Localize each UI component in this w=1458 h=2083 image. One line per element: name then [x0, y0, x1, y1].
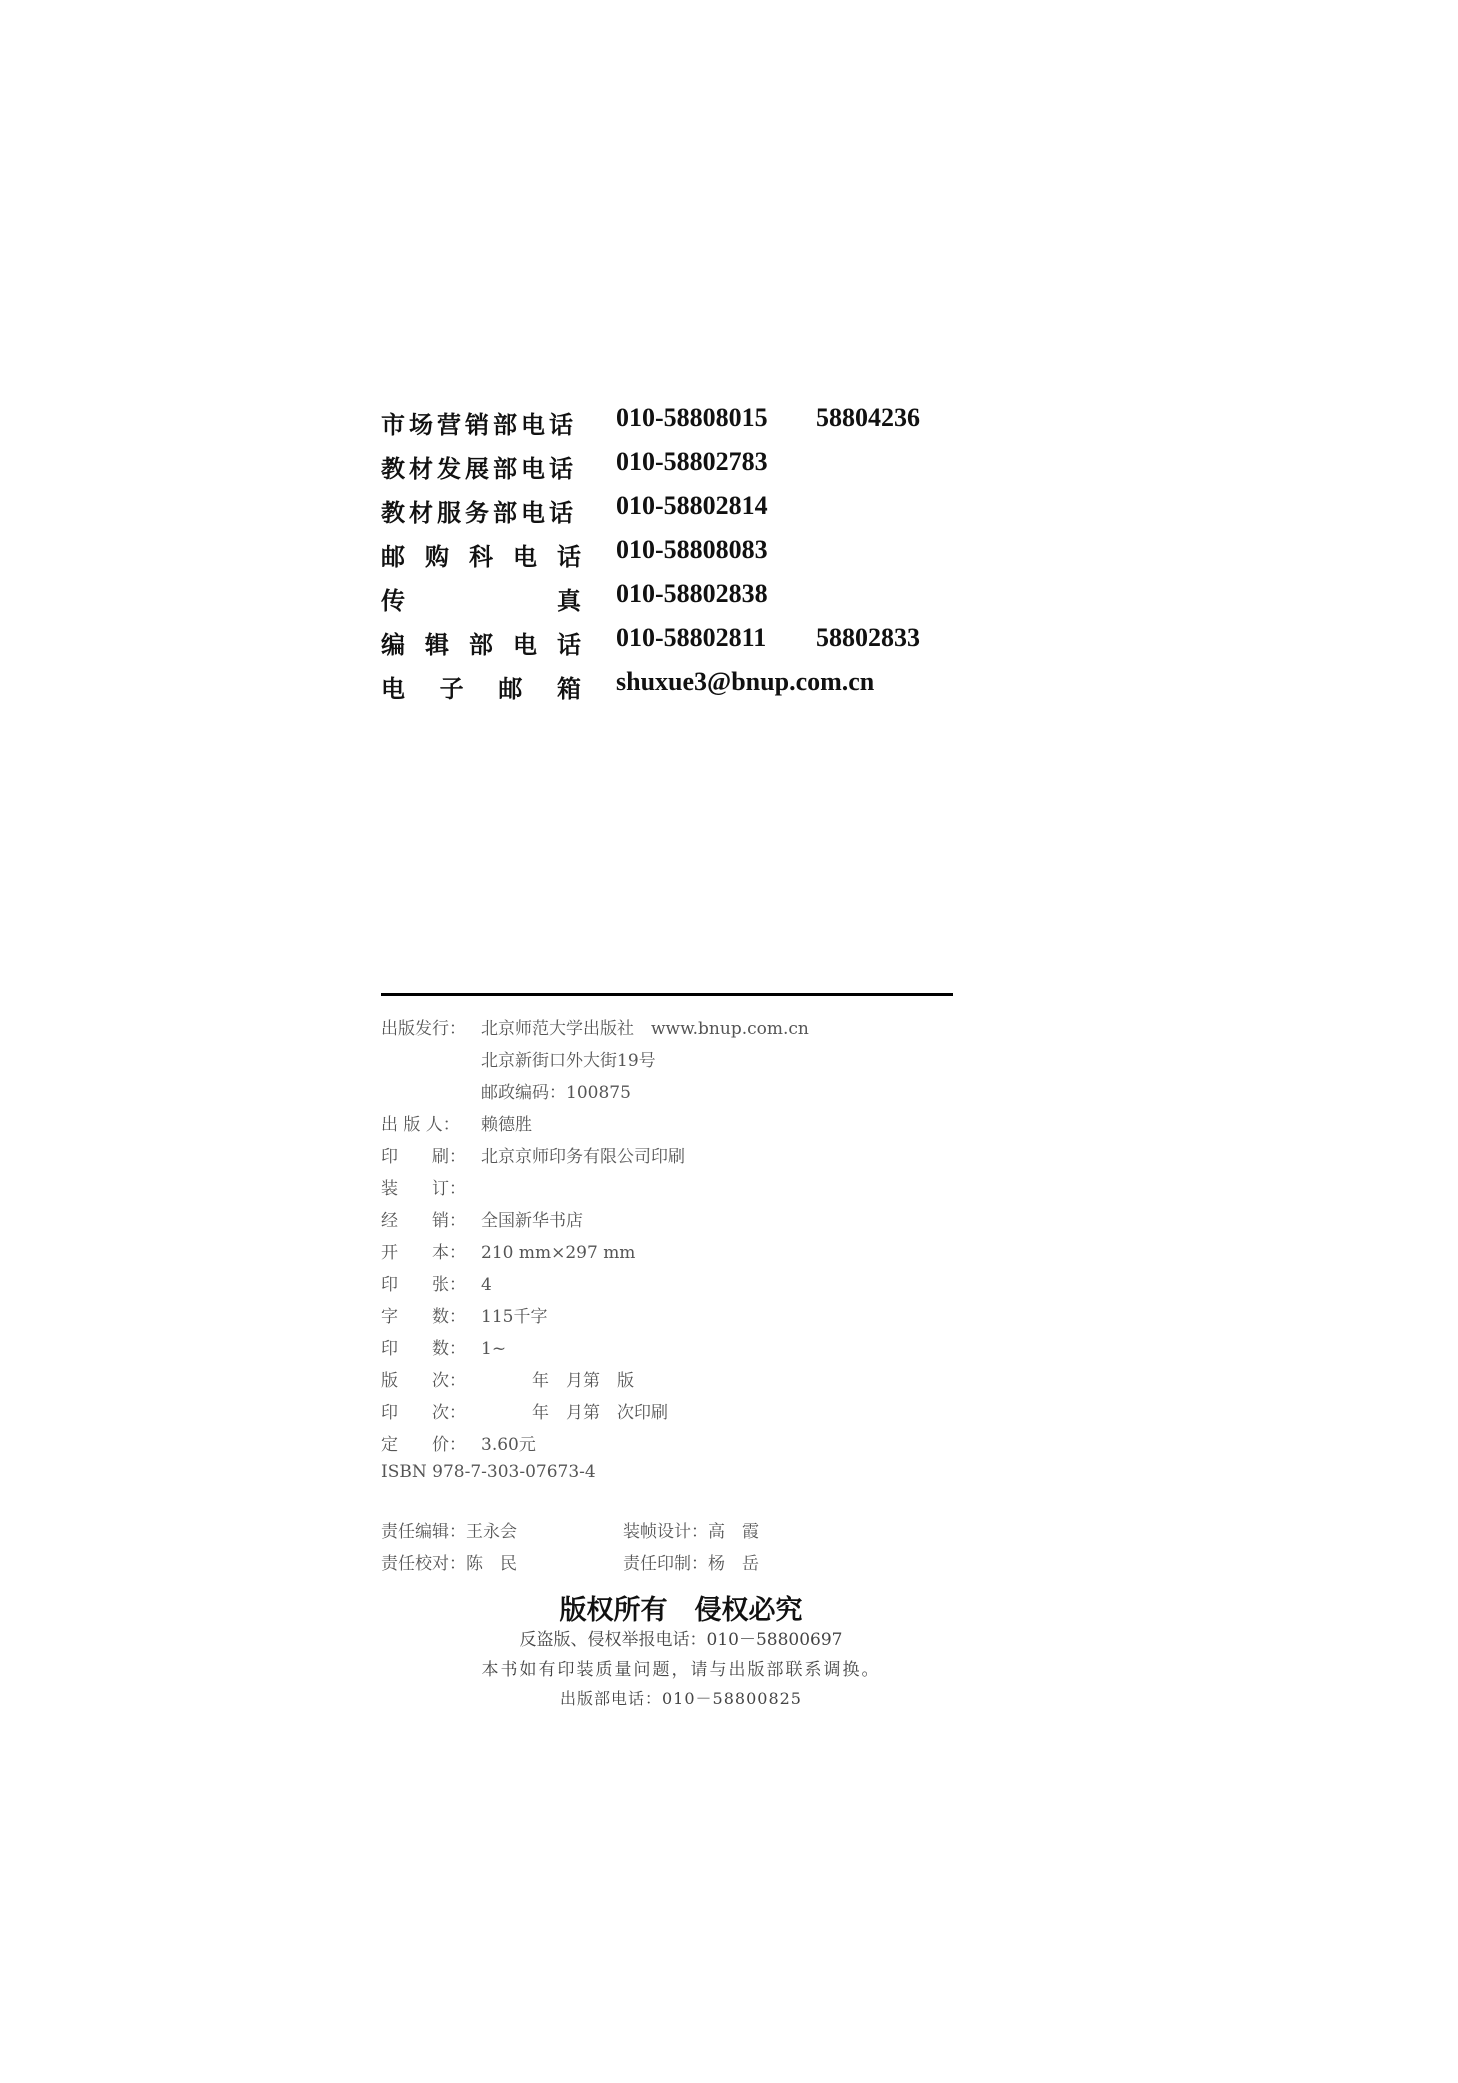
contact-value: 010-58802814	[616, 491, 768, 520]
colophon-label: 印 刷：	[381, 1147, 466, 1167]
contact-value: 010-58808015	[616, 403, 768, 432]
colophon-label: 经 销：	[381, 1211, 466, 1231]
colophon-row	[381, 1142, 685, 1167]
colophon-label: 印 张：	[381, 1275, 466, 1295]
contact-label-char: 子	[439, 675, 464, 703]
contact-value-2: 58804236	[816, 403, 920, 432]
contact-value: 010-58802838	[616, 579, 768, 608]
contact-label	[381, 537, 581, 572]
quality-notice: 本书如有印装质量问题，请与出版部联系调换。	[481, 1660, 881, 1680]
contact-label	[381, 493, 581, 528]
contact-label-char: 真	[557, 587, 581, 615]
colophon-value: 北京师范大学出版社 www.bnup.com.cn	[481, 1019, 809, 1039]
contact-value: 010-58808083	[616, 535, 768, 564]
contact-label-text: 市场营销部电话	[381, 411, 577, 439]
contact-value-2: 58802833	[816, 623, 920, 652]
colophon-label: 装 订：	[381, 1179, 466, 1199]
colophon-value: 1~	[481, 1339, 507, 1359]
contact-label-text: 教材发展部电话	[381, 455, 577, 483]
colophon-row	[381, 1462, 596, 1482]
credit-right: 责任印制：杨 岳	[623, 1554, 759, 1574]
contact-label	[381, 449, 581, 484]
colophon-value: 115千字	[481, 1307, 548, 1327]
colophon-value: 北京京师印务有限公司印刷	[481, 1147, 685, 1167]
contact-label-char: 编	[381, 631, 405, 659]
contact-label-char: 电	[513, 543, 537, 571]
contact-label-char: 购	[425, 543, 449, 571]
credit-left: 责任编辑：王永会	[381, 1522, 517, 1542]
colophon-row	[381, 1014, 809, 1039]
colophon-row	[381, 1366, 634, 1391]
colophon-value: 赖德胜	[481, 1115, 532, 1135]
colophon-row	[381, 1270, 492, 1295]
divider-rule	[381, 993, 953, 996]
contact-label-char: 电	[513, 631, 537, 659]
contact-label-char: 箱	[556, 675, 581, 703]
contact-label	[381, 405, 581, 440]
colophon-label: 开 本：	[381, 1243, 466, 1263]
contact-label-char: 话	[557, 543, 581, 571]
colophon-label: 出 版 人：	[381, 1115, 460, 1135]
colophon-row	[381, 1238, 635, 1263]
colophon-row	[381, 1174, 481, 1199]
colophon-value: 年 月第 次印刷	[481, 1403, 668, 1423]
contact-label	[381, 581, 581, 616]
contact-label-char: 邮	[498, 675, 523, 703]
contact-label-char: 传	[381, 587, 405, 615]
colophon-row	[381, 1334, 506, 1359]
colophon-row	[381, 1110, 532, 1135]
contact-label	[381, 625, 581, 660]
contact-label-text: 教材服务部电话	[381, 499, 577, 527]
credit-left: 责任校对：陈 民	[381, 1554, 517, 1574]
colophon-row	[381, 1430, 536, 1455]
contact-label-char: 辑	[425, 631, 449, 659]
anti-piracy-phone: 反盗版、侵权举报电话：010－58800697	[519, 1630, 843, 1650]
colophon-value: 邮政编码：100875	[481, 1083, 631, 1103]
contact-label-char: 部	[469, 631, 493, 659]
contact-label-char: 科	[469, 543, 493, 571]
colophon-row	[381, 1206, 583, 1231]
colophon-value: 4	[481, 1275, 492, 1295]
colophon-row	[381, 1078, 631, 1103]
colophon-value: 全国新华书店	[481, 1211, 583, 1231]
colophon-label: 出版发行：	[381, 1019, 466, 1039]
colophon-label: 字 数：	[381, 1307, 466, 1327]
contact-value: shuxue3@bnup.com.cn	[616, 667, 875, 696]
publishing-dept-phone: 出版部电话：010－58800825	[560, 1689, 802, 1708]
colophon-value: ISBN 978-7-303-07673-4	[381, 1462, 596, 1482]
colophon-label: 版 次：	[381, 1371, 466, 1391]
colophon-value: 3.60元	[481, 1435, 536, 1455]
contact-label-char: 话	[557, 631, 581, 659]
contact-value: 010-58802811	[616, 623, 767, 652]
colophon-label: 印 数：	[381, 1339, 466, 1359]
contact-label-char: 邮	[381, 543, 405, 571]
colophon-row	[381, 1398, 668, 1423]
colophon-row	[381, 1046, 656, 1071]
contact-value: 010-58802783	[616, 447, 768, 476]
contact-label	[381, 669, 581, 704]
contact-label-char: 电	[381, 675, 405, 703]
colophon-label: 印 次：	[381, 1403, 466, 1423]
colophon-value: 北京新街口外大街19号	[481, 1051, 656, 1071]
copyright-title: 版权所有 侵权必究	[559, 1595, 803, 1626]
colophon-value: 210 mm×297 mm	[481, 1243, 636, 1263]
colophon-label: 定 价：	[381, 1435, 466, 1455]
colophon-row	[381, 1302, 547, 1327]
colophon-value: 年 月第 版	[481, 1371, 634, 1391]
credit-right: 装帧设计：高 霞	[623, 1522, 759, 1542]
